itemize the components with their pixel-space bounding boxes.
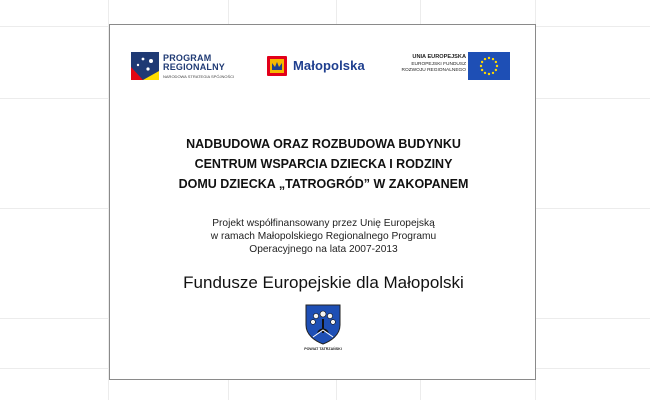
program-line-2: REGIONALNY [163, 62, 226, 72]
cofinancing-line: Operacyjnego na lata 2007-2013 [249, 244, 398, 255]
cofinancing-line: Projekt współfinansowany przez Unię Europejską [212, 218, 435, 229]
program-tagline: NARODOWA STRATEGIA SPÓJNOŚCI [163, 74, 235, 79]
malopolska-name: Małopolska [293, 58, 365, 73]
information-board [109, 24, 536, 380]
project-title-line: DOMU DZIECKA „TATROGRÓD” W ZAKOPANEM [178, 177, 469, 191]
project-title-line: CENTRUM WSPARCIA DZIECKA I RODZINY [194, 157, 453, 171]
funds-slogan: Fundusze Europejskie dla Małopolski [183, 273, 464, 292]
eu-logo [388, 49, 510, 83]
crest-caption: POWIAT TATRZAŃSKI [304, 347, 342, 351]
eu-line-2: EUROPEJSKI FUNDUSZ [411, 62, 466, 67]
project-title [110, 134, 537, 194]
program-regionalny-emblem-icon [129, 49, 161, 81]
program-regionalny-logo [129, 49, 257, 83]
eu-flag-icon [468, 52, 510, 80]
powiat-crest [303, 303, 343, 355]
program-line-1: PROGRAM [163, 53, 212, 63]
eu-line-1: UNIA EUROPEJSKA [412, 54, 466, 60]
cofinancing-note [110, 217, 537, 256]
cofinancing-line: w ramach Małopolskiego Regionalnego Programu [210, 231, 437, 242]
malopolska-badge-icon [266, 55, 288, 77]
project-title-line: NADBUDOWA ORAZ ROZBUDOWA BUDYNKU [186, 137, 461, 151]
coat-of-arms-icon [303, 303, 343, 345]
eu-line-3: ROZWOJU REGIONALNEGO [401, 68, 466, 73]
malopolska-logo [266, 53, 378, 79]
